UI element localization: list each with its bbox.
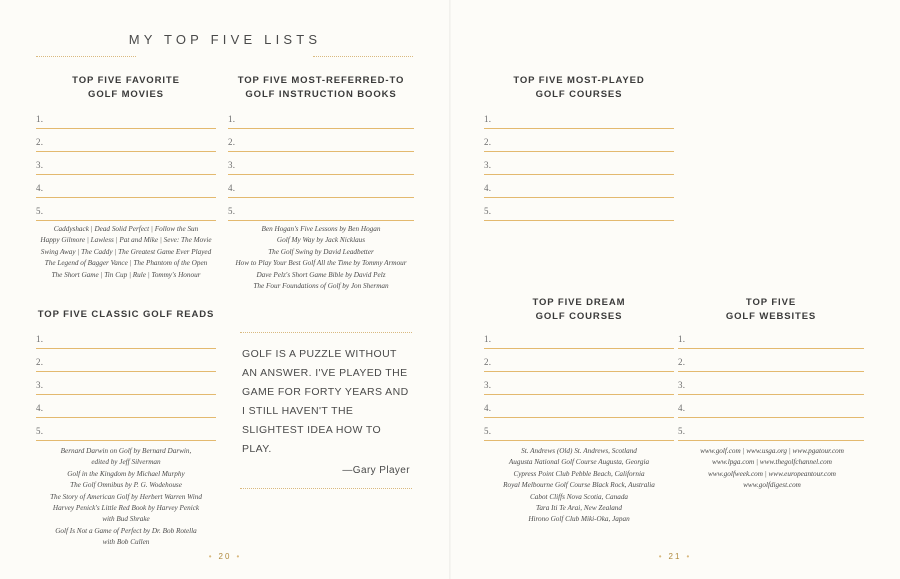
write-line[interactable]: [228, 220, 414, 221]
write-line[interactable]: [36, 128, 216, 129]
list-item[interactable]: 1.: [678, 330, 864, 353]
quote-block: [240, 332, 412, 489]
write-line[interactable]: [484, 440, 674, 441]
write-line[interactable]: [36, 348, 216, 349]
write-line[interactable]: [678, 371, 864, 372]
list-item[interactable]: 3.: [36, 376, 216, 399]
list-item[interactable]: 1.: [228, 110, 414, 133]
write-line[interactable]: [484, 151, 674, 152]
book-binding: [449, 0, 451, 579]
list-golf-websites[interactable]: [678, 330, 864, 445]
list-item[interactable]: 2.: [36, 353, 216, 376]
list-item[interactable]: 1.: [484, 330, 674, 353]
write-line[interactable]: [484, 220, 674, 221]
list-item[interactable]: 1.: [36, 330, 216, 353]
heading-instruction-books: TOP FIVE MOST-REFERRED-TO GOLF INSTRUCTION BOOKS: [237, 75, 405, 100]
list-most-played[interactable]: [484, 110, 674, 225]
write-line[interactable]: [36, 394, 216, 395]
write-line[interactable]: [36, 440, 216, 441]
list-item[interactable]: 1.: [36, 110, 216, 133]
list-item[interactable]: 5.: [228, 202, 414, 225]
list-instruction-books[interactable]: [228, 110, 414, 225]
quote-attribution: —Gary Player: [342, 465, 410, 476]
write-line[interactable]: [484, 394, 674, 395]
heading-most-played: TOP FIVE MOST-PLAYED GOLF COURSES: [513, 75, 645, 100]
write-line[interactable]: [678, 417, 864, 418]
list-favorite-movies[interactable]: [36, 110, 216, 225]
quote-text: GOLF IS A PUZZLE WITHOUT AN ANSWER. I'VE PLAYED THE GAME FOR FORTY YEARS AND I STILL HAVEN'T THE SLIGHTEST IDEA HOW TO PLAY.: [242, 348, 409, 455]
list-item[interactable]: 3.: [36, 156, 216, 179]
list-dream-courses[interactable]: [484, 330, 674, 445]
page-number-left: • 20 •: [208, 552, 242, 561]
write-line[interactable]: [484, 174, 674, 175]
write-line[interactable]: [484, 371, 674, 372]
heading-favorite-movies: TOP FIVE FAVORITE GOLF MOVIES: [72, 75, 180, 100]
list-item[interactable]: 2.: [228, 133, 414, 156]
title-rule-right: [313, 56, 413, 57]
footnotes-favorite-movies: Caddyshack | Dead Solid Perfect | Follow the Sun Happy Gilmore | Lawless | Pat and Mike | Seve: The Movie Swing Away | The Caddy | The Greatest Game Ever Played The Legend of Bagger Vance | The Phantom of the Open The Short Game | Tin Cup | Rule | Tommy's Honour: [40, 225, 212, 279]
list-item[interactable]: 3.: [678, 376, 864, 399]
list-item[interactable]: 5.: [678, 422, 864, 445]
write-line[interactable]: [484, 128, 674, 129]
heading-classic-reads: TOP FIVE CLASSIC GOLF READS: [37, 309, 215, 320]
write-line[interactable]: [36, 417, 216, 418]
write-line[interactable]: [484, 197, 674, 198]
list-classic-reads[interactable]: [36, 330, 216, 445]
write-line[interactable]: [228, 174, 414, 175]
heading-golf-websites: TOP FIVE GOLF WEBSITES: [725, 297, 817, 322]
write-line[interactable]: [36, 151, 216, 152]
list-item[interactable]: 3.: [228, 156, 414, 179]
right-page: [450, 0, 900, 579]
page-title: MY TOP FIVE LISTS: [128, 32, 322, 47]
footnotes-golf-websites: www.golf.com | www.usga.org | www.pgatour.com www.lpga.com | www.thegolfchannel.com www.golfweek.com | www.europeantour.com www.golfdigest.com: [700, 447, 844, 490]
list-item[interactable]: 4.: [484, 399, 674, 422]
list-item[interactable]: 2.: [484, 353, 674, 376]
list-item[interactable]: 4.: [484, 179, 674, 202]
footnotes-instruction-books: Ben Hogan's Five Lessons by Ben Hogan Golf My Way by Jack Nicklaus The Golf Swing by David Leadbetter How to Play Your Best Golf All the Time by Tommy Armour Dave Pelz's Short Game Bible by David Pelz The Four Foundations of Golf by Jon Sherman: [235, 225, 407, 291]
footnotes-classic-reads: Bernard Darwin on Golf by Bernard Darwin, edited by Jeff Silverman Golf in the Kingdom by Michael Murphy The Golf Omnibus by P. G. Wodehouse The Story of American Golf by Herbert Warren Wind Harvey Penick's Little Red Book by Harvey Penick with Bud Shrake Golf Is Not a Game of Perfect by Dr. Bob Rotella with Bob Cullen: [50, 447, 202, 547]
write-line[interactable]: [228, 197, 414, 198]
heading-dream-courses: TOP FIVE DREAM GOLF COURSES: [532, 297, 626, 322]
write-line[interactable]: [36, 174, 216, 175]
page-number-right: • 21 •: [658, 552, 692, 561]
write-line[interactable]: [484, 348, 674, 349]
write-line[interactable]: [484, 417, 674, 418]
list-item[interactable]: 4.: [228, 179, 414, 202]
title-rule-left: [36, 56, 136, 57]
list-item[interactable]: 2.: [484, 133, 674, 156]
write-line[interactable]: [228, 128, 414, 129]
list-item[interactable]: 5.: [36, 422, 216, 445]
list-item[interactable]: 3.: [484, 376, 674, 399]
write-line[interactable]: [228, 151, 414, 152]
list-item[interactable]: 5.: [484, 422, 674, 445]
write-line[interactable]: [36, 197, 216, 198]
list-item[interactable]: 5.: [36, 202, 216, 225]
write-line[interactable]: [678, 348, 864, 349]
list-item[interactable]: 3.: [484, 156, 674, 179]
list-item[interactable]: 2.: [678, 353, 864, 376]
write-line[interactable]: [36, 371, 216, 372]
list-item[interactable]: 2.: [36, 133, 216, 156]
quote-rule-bottom: [240, 488, 412, 489]
write-line[interactable]: [678, 394, 864, 395]
write-line[interactable]: [36, 220, 216, 221]
list-item[interactable]: 1.: [484, 110, 674, 133]
footnotes-dream-courses: St. Andrews (Old) St. Andrews, Scotland Augusta National Golf Course Augusta, Georgia Cypress Point Club Pebble Beach, California Royal Melbourne Golf Course Black Rock, Australia Cabot Cliffs Nova Scotia, Canada Tara Iti Te Arai, New Zealand Hirono Golf Club Miki-Oka, Japan: [503, 447, 655, 524]
list-item[interactable]: 4.: [36, 399, 216, 422]
write-line[interactable]: [678, 440, 864, 441]
list-item[interactable]: 5.: [484, 202, 674, 225]
list-item[interactable]: 4.: [678, 399, 864, 422]
list-item[interactable]: 4.: [36, 179, 216, 202]
